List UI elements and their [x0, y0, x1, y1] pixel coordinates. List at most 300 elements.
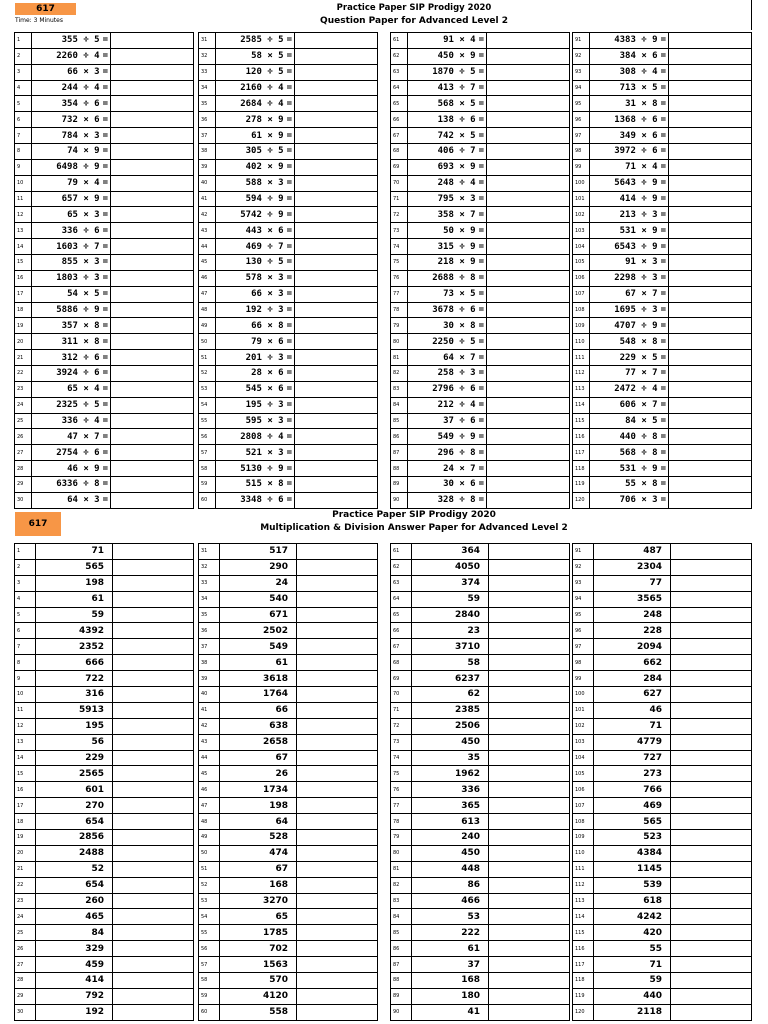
- question-expression: 549 ÷ 9 =: [408, 429, 487, 445]
- question-expression: 545 × 6 =: [216, 381, 295, 397]
- answer-number: 41: [199, 702, 220, 718]
- question-expression: 2684 ÷ 4 =: [216, 96, 295, 112]
- answer-blank-cell[interactable]: [111, 334, 194, 350]
- answer-blank-cell[interactable]: [487, 413, 570, 429]
- question-number: 107: [573, 286, 590, 302]
- question-expression: 5886 ÷ 9 =: [32, 302, 111, 318]
- answer-value: 4120: [220, 988, 297, 1004]
- answer-blank-cell[interactable]: [111, 159, 194, 175]
- answer-value: 4384: [594, 845, 671, 861]
- question-expression: 2160 ÷ 4 =: [216, 80, 295, 96]
- answer-blank-cell[interactable]: [669, 223, 752, 239]
- answer-blank-cell[interactable]: [487, 128, 570, 144]
- answer-blank-cell[interactable]: [295, 255, 378, 271]
- question-expression: 3924 ÷ 6 =: [32, 366, 111, 382]
- question-row: [573, 144, 752, 160]
- answer-value: 58: [412, 655, 489, 671]
- answer-extra-cell: [489, 766, 570, 782]
- answer-blank-cell[interactable]: [487, 96, 570, 112]
- answer-blank-cell[interactable]: [111, 286, 194, 302]
- answer-blank-cell[interactable]: [669, 477, 752, 493]
- answer-value: 1764: [220, 687, 297, 703]
- answer-extra-cell: [113, 814, 194, 830]
- answer-blank-cell[interactable]: [487, 112, 570, 128]
- answer-value: 229: [36, 750, 113, 766]
- question-row: [391, 159, 570, 175]
- question-number: 79: [391, 318, 408, 334]
- answer-extra-cell: [113, 702, 194, 718]
- answer-blank-cell[interactable]: [111, 350, 194, 366]
- answer-blank-cell[interactable]: [111, 302, 194, 318]
- answer-blank-cell[interactable]: [669, 350, 752, 366]
- answer-blank-cell[interactable]: [295, 366, 378, 382]
- answer-blank-cell[interactable]: [295, 80, 378, 96]
- answer-blank-cell[interactable]: [295, 96, 378, 112]
- question-number: 76: [391, 270, 408, 286]
- answer-number: 91: [573, 544, 594, 560]
- answer-row: [573, 814, 752, 830]
- answer-value: 2502: [220, 623, 297, 639]
- question-row: [391, 397, 570, 413]
- question-paper-code-badge: 617: [15, 3, 76, 15]
- answer-blank-cell[interactable]: [295, 318, 378, 334]
- question-number: 2: [15, 48, 32, 64]
- answer-value: 59: [594, 973, 671, 989]
- answer-blank-cell[interactable]: [487, 445, 570, 461]
- answer-blank-cell[interactable]: [669, 302, 752, 318]
- question-number: 53: [199, 381, 216, 397]
- question-number: 94: [573, 80, 590, 96]
- answer-blank-cell[interactable]: [669, 175, 752, 191]
- answer-blank-cell[interactable]: [487, 144, 570, 160]
- answer-blank-cell[interactable]: [295, 334, 378, 350]
- question-row: [573, 445, 752, 461]
- answer-blank-cell[interactable]: [487, 397, 570, 413]
- answer-extra-cell: [297, 861, 378, 877]
- question-expression: 548 × 8 =: [590, 334, 669, 350]
- answer-row: [573, 893, 752, 909]
- question-expression: 2808 ÷ 4 =: [216, 429, 295, 445]
- answer-blank-cell[interactable]: [487, 334, 570, 350]
- question-number: 71: [391, 191, 408, 207]
- answer-blank-cell[interactable]: [111, 128, 194, 144]
- answer-blank-cell[interactable]: [669, 255, 752, 271]
- answer-blank-cell[interactable]: [669, 397, 752, 413]
- question-number: 63: [391, 64, 408, 80]
- question-number: 97: [573, 128, 590, 144]
- question-row: [199, 477, 378, 493]
- question-row: [199, 397, 378, 413]
- answer-blank-cell[interactable]: [487, 366, 570, 382]
- answer-value: 374: [412, 575, 489, 591]
- answer-blank-cell[interactable]: [295, 223, 378, 239]
- answer-extra-cell: [671, 623, 752, 639]
- answer-blank-cell[interactable]: [669, 429, 752, 445]
- question-number: 88: [391, 461, 408, 477]
- answer-number: 103: [573, 734, 594, 750]
- answer-number: 106: [573, 782, 594, 798]
- answer-extra-cell: [489, 575, 570, 591]
- question-number: 66: [391, 112, 408, 128]
- answer-blank-cell[interactable]: [669, 381, 752, 397]
- answer-row: [573, 718, 752, 734]
- question-row: [391, 175, 570, 191]
- answer-blank-cell[interactable]: [295, 112, 378, 128]
- question-row: [573, 223, 752, 239]
- answer-blank-cell[interactable]: [295, 381, 378, 397]
- answer-row: [391, 559, 570, 575]
- question-expression: 91 × 3 =: [590, 255, 669, 271]
- answer-blank-cell[interactable]: [111, 207, 194, 223]
- question-expression: 2472 ÷ 4 =: [590, 381, 669, 397]
- answer-blank-cell[interactable]: [295, 207, 378, 223]
- answer-value: 565: [594, 814, 671, 830]
- answer-extra-cell: [113, 893, 194, 909]
- answer-extra-cell: [489, 734, 570, 750]
- answer-value: 64: [220, 814, 297, 830]
- answer-blank-cell[interactable]: [111, 96, 194, 112]
- answer-number: 65: [391, 607, 412, 623]
- answer-row: [573, 845, 752, 861]
- question-expression: 278 × 9 =: [216, 112, 295, 128]
- answer-blank-cell[interactable]: [295, 270, 378, 286]
- question-number: 109: [573, 318, 590, 334]
- question-expression: 349 × 6 =: [590, 128, 669, 144]
- question-expression: 3678 ÷ 6 =: [408, 302, 487, 318]
- question-expression: 6543 ÷ 9 =: [590, 239, 669, 255]
- answer-extra-cell: [671, 877, 752, 893]
- question-number: 12: [15, 207, 32, 223]
- answer-value: 601: [36, 782, 113, 798]
- answer-blank-cell[interactable]: [669, 366, 752, 382]
- question-number: 60: [199, 492, 216, 508]
- answer-blank-cell[interactable]: [111, 223, 194, 239]
- question-row: [391, 64, 570, 80]
- answer-blank-cell[interactable]: [669, 191, 752, 207]
- answer-blank-cell[interactable]: [111, 318, 194, 334]
- answer-blank-cell[interactable]: [111, 33, 194, 49]
- answer-row: [391, 845, 570, 861]
- question-row: [15, 366, 194, 382]
- answer-blank-cell[interactable]: [487, 381, 570, 397]
- answer-extra-cell: [489, 782, 570, 798]
- answer-blank-cell[interactable]: [295, 159, 378, 175]
- question-expression: 229 × 5 =: [590, 350, 669, 366]
- answer-blank-cell[interactable]: [295, 397, 378, 413]
- answer-number: 95: [573, 607, 594, 623]
- question-row: [199, 255, 378, 271]
- answer-blank-cell[interactable]: [295, 461, 378, 477]
- answer-blank-cell[interactable]: [487, 223, 570, 239]
- question-row: [199, 64, 378, 80]
- question-number: 116: [573, 429, 590, 445]
- question-row: [15, 255, 194, 271]
- question-column: [198, 32, 378, 509]
- answer-row: [199, 544, 378, 560]
- answer-blank-cell[interactable]: [487, 477, 570, 493]
- answer-blank-cell[interactable]: [111, 270, 194, 286]
- answer-row: [573, 671, 752, 687]
- answer-value: 4392: [36, 623, 113, 639]
- answer-extra-cell: [297, 925, 378, 941]
- question-number: 108: [573, 302, 590, 318]
- answer-number: 38: [199, 655, 220, 671]
- answer-blank-cell[interactable]: [669, 270, 752, 286]
- answer-blank-cell[interactable]: [111, 48, 194, 64]
- answer-blank-cell[interactable]: [669, 48, 752, 64]
- question-number: 62: [391, 48, 408, 64]
- answer-blank-cell[interactable]: [295, 33, 378, 49]
- answer-value: 65: [220, 909, 297, 925]
- answer-blank-cell[interactable]: [487, 159, 570, 175]
- answer-extra-cell: [297, 607, 378, 623]
- answer-blank-cell[interactable]: [295, 64, 378, 80]
- question-number: 20: [15, 334, 32, 350]
- answer-blank-cell[interactable]: [295, 302, 378, 318]
- answer-blank-cell[interactable]: [669, 96, 752, 112]
- answer-blank-cell[interactable]: [111, 239, 194, 255]
- answer-blank-cell[interactable]: [295, 128, 378, 144]
- answer-blank-cell[interactable]: [669, 128, 752, 144]
- answer-number: 18: [15, 814, 36, 830]
- question-row: [573, 270, 752, 286]
- question-expression: 384 × 6 =: [590, 48, 669, 64]
- answer-blank-cell[interactable]: [669, 492, 752, 508]
- answer-blank-cell[interactable]: [487, 270, 570, 286]
- answer-blank-cell[interactable]: [111, 366, 194, 382]
- answer-extra-cell: [671, 766, 752, 782]
- answer-blank-cell[interactable]: [487, 350, 570, 366]
- answer-value: 240: [412, 830, 489, 846]
- answer-blank-cell[interactable]: [669, 413, 752, 429]
- answer-extra-cell: [489, 941, 570, 957]
- question-number: 115: [573, 413, 590, 429]
- answer-blank-cell[interactable]: [487, 33, 570, 49]
- question-expression: 195 ÷ 3 =: [216, 397, 295, 413]
- answer-value: 192: [36, 1004, 113, 1020]
- answer-blank-cell[interactable]: [487, 207, 570, 223]
- answer-blank-cell[interactable]: [295, 191, 378, 207]
- answer-value: 702: [220, 941, 297, 957]
- answer-blank-cell[interactable]: [111, 461, 194, 477]
- answer-value: 2352: [36, 639, 113, 655]
- answer-blank-cell[interactable]: [111, 413, 194, 429]
- answer-blank-cell[interactable]: [669, 461, 752, 477]
- answer-blank-cell[interactable]: [295, 413, 378, 429]
- answer-blank-cell[interactable]: [111, 477, 194, 493]
- answer-blank-cell[interactable]: [669, 286, 752, 302]
- answer-blank-cell[interactable]: [295, 445, 378, 461]
- question-number: 91: [573, 33, 590, 49]
- answer-blank-cell[interactable]: [295, 175, 378, 191]
- answer-extra-cell: [297, 702, 378, 718]
- answer-extra-cell: [297, 957, 378, 973]
- question-expression: 1695 ÷ 3 =: [590, 302, 669, 318]
- question-number: 33: [199, 64, 216, 80]
- answer-blank-cell[interactable]: [669, 445, 752, 461]
- answer-number: 80: [391, 845, 412, 861]
- answer-blank-cell[interactable]: [111, 80, 194, 96]
- answer-blank-cell[interactable]: [669, 334, 752, 350]
- question-row: [391, 429, 570, 445]
- answer-blank-cell[interactable]: [669, 318, 752, 334]
- answer-extra-cell: [671, 861, 752, 877]
- answer-number: 60: [199, 1004, 220, 1020]
- answer-row: [391, 973, 570, 989]
- answer-blank-cell[interactable]: [487, 48, 570, 64]
- answer-blank-cell[interactable]: [295, 239, 378, 255]
- answer-blank-cell[interactable]: [295, 477, 378, 493]
- question-number: 117: [573, 445, 590, 461]
- answer-blank-cell[interactable]: [111, 492, 194, 508]
- question-row: [15, 159, 194, 175]
- question-expression: 706 × 3 =: [590, 492, 669, 508]
- answer-value: 336: [412, 782, 489, 798]
- answer-value: 365: [412, 798, 489, 814]
- answer-value: 62: [412, 687, 489, 703]
- answer-extra-cell: [297, 782, 378, 798]
- answer-blank-cell[interactable]: [487, 239, 570, 255]
- answer-blank-cell[interactable]: [487, 64, 570, 80]
- answer-extra-cell: [489, 957, 570, 973]
- answer-extra-cell: [671, 845, 752, 861]
- answer-blank-cell[interactable]: [111, 64, 194, 80]
- answer-blank-cell[interactable]: [295, 492, 378, 508]
- answer-extra-cell: [297, 718, 378, 734]
- answer-blank-cell[interactable]: [111, 397, 194, 413]
- answer-extra-cell: [297, 544, 378, 560]
- question-expression: 64 × 3 =: [32, 492, 111, 508]
- question-row: [199, 175, 378, 191]
- answer-blank-cell[interactable]: [669, 64, 752, 80]
- answer-blank-cell[interactable]: [111, 191, 194, 207]
- answer-row: [391, 671, 570, 687]
- answer-blank-cell[interactable]: [487, 318, 570, 334]
- answer-blank-cell[interactable]: [111, 175, 194, 191]
- answer-extra-cell: [113, 639, 194, 655]
- answer-row: [573, 591, 752, 607]
- answer-number: 90: [391, 1004, 412, 1020]
- answer-row: [15, 718, 194, 734]
- answer-row: [391, 877, 570, 893]
- answer-blank-cell[interactable]: [111, 381, 194, 397]
- answer-blank-cell[interactable]: [669, 80, 752, 96]
- answer-extra-cell: [489, 718, 570, 734]
- answer-number: 25: [15, 925, 36, 941]
- answer-extra-cell: [489, 925, 570, 941]
- answer-extra-cell: [297, 639, 378, 655]
- answer-extra-cell: [297, 814, 378, 830]
- answer-value: 37: [412, 957, 489, 973]
- question-row: [391, 366, 570, 382]
- question-number: 93: [573, 64, 590, 80]
- answer-row: [391, 750, 570, 766]
- answer-number: 15: [15, 766, 36, 782]
- question-expression: 732 × 6 =: [32, 112, 111, 128]
- question-expression: 443 × 6 =: [216, 223, 295, 239]
- question-expression: 521 × 3 =: [216, 445, 295, 461]
- answer-row: [199, 655, 378, 671]
- answer-extra-cell: [297, 893, 378, 909]
- question-expression: 192 ÷ 3 =: [216, 302, 295, 318]
- answer-value: 2840: [412, 607, 489, 623]
- question-expression: 1603 ÷ 7 =: [32, 239, 111, 255]
- answer-number: 71: [391, 702, 412, 718]
- answer-blank-cell[interactable]: [669, 112, 752, 128]
- answer-row: [573, 941, 752, 957]
- answer-row: [15, 639, 194, 655]
- answer-row: [391, 639, 570, 655]
- answer-number: 73: [391, 734, 412, 750]
- answer-blank-cell[interactable]: [669, 33, 752, 49]
- answer-number: 5: [15, 607, 36, 623]
- answer-blank-cell[interactable]: [487, 80, 570, 96]
- question-row: [391, 318, 570, 334]
- answer-blank-cell[interactable]: [111, 429, 194, 445]
- answer-number: 83: [391, 893, 412, 909]
- answer-value: 222: [412, 925, 489, 941]
- question-number: 96: [573, 112, 590, 128]
- answer-row: [199, 861, 378, 877]
- answer-value: 56: [36, 734, 113, 750]
- answer-blank-cell[interactable]: [111, 112, 194, 128]
- answer-blank-cell[interactable]: [487, 429, 570, 445]
- answer-blank-cell[interactable]: [669, 207, 752, 223]
- answer-blank-cell[interactable]: [669, 239, 752, 255]
- answer-blank-cell[interactable]: [111, 255, 194, 271]
- question-expression: 55 × 8 =: [590, 477, 669, 493]
- answer-blank-cell[interactable]: [295, 144, 378, 160]
- answer-blank-cell[interactable]: [295, 429, 378, 445]
- answer-blank-cell[interactable]: [669, 159, 752, 175]
- answer-row: [391, 798, 570, 814]
- answer-extra-cell: [297, 877, 378, 893]
- question-row: [573, 492, 752, 508]
- answer-value: 59: [36, 607, 113, 623]
- question-number: 120: [573, 492, 590, 508]
- answer-blank-cell[interactable]: [487, 175, 570, 191]
- answer-row: [15, 798, 194, 814]
- answer-blank-cell[interactable]: [111, 144, 194, 160]
- answer-blank-cell[interactable]: [295, 286, 378, 302]
- answer-row: [573, 655, 752, 671]
- page-divider-line: [751, 0, 752, 30]
- answer-paper-code-badge: 617: [15, 512, 61, 536]
- answer-number: 3: [15, 575, 36, 591]
- question-row: [391, 255, 570, 271]
- answer-blank-cell[interactable]: [669, 144, 752, 160]
- answer-blank-cell[interactable]: [487, 302, 570, 318]
- answer-blank-cell[interactable]: [487, 191, 570, 207]
- question-row: [15, 207, 194, 223]
- answer-blank-cell[interactable]: [487, 461, 570, 477]
- answer-blank-cell[interactable]: [111, 445, 194, 461]
- answer-value: 448: [412, 861, 489, 877]
- question-expression: 413 ÷ 7 =: [408, 80, 487, 96]
- answer-blank-cell[interactable]: [295, 350, 378, 366]
- answer-blank-cell[interactable]: [487, 286, 570, 302]
- question-expression: 336 ÷ 6 =: [32, 223, 111, 239]
- answer-number: 113: [573, 893, 594, 909]
- answer-row: [391, 957, 570, 973]
- question-row: [391, 350, 570, 366]
- answer-blank-cell[interactable]: [487, 255, 570, 271]
- answer-extra-cell: [671, 973, 752, 989]
- answer-blank-cell[interactable]: [295, 48, 378, 64]
- question-number: 17: [15, 286, 32, 302]
- answer-blank-cell[interactable]: [487, 492, 570, 508]
- answer-number: 6: [15, 623, 36, 639]
